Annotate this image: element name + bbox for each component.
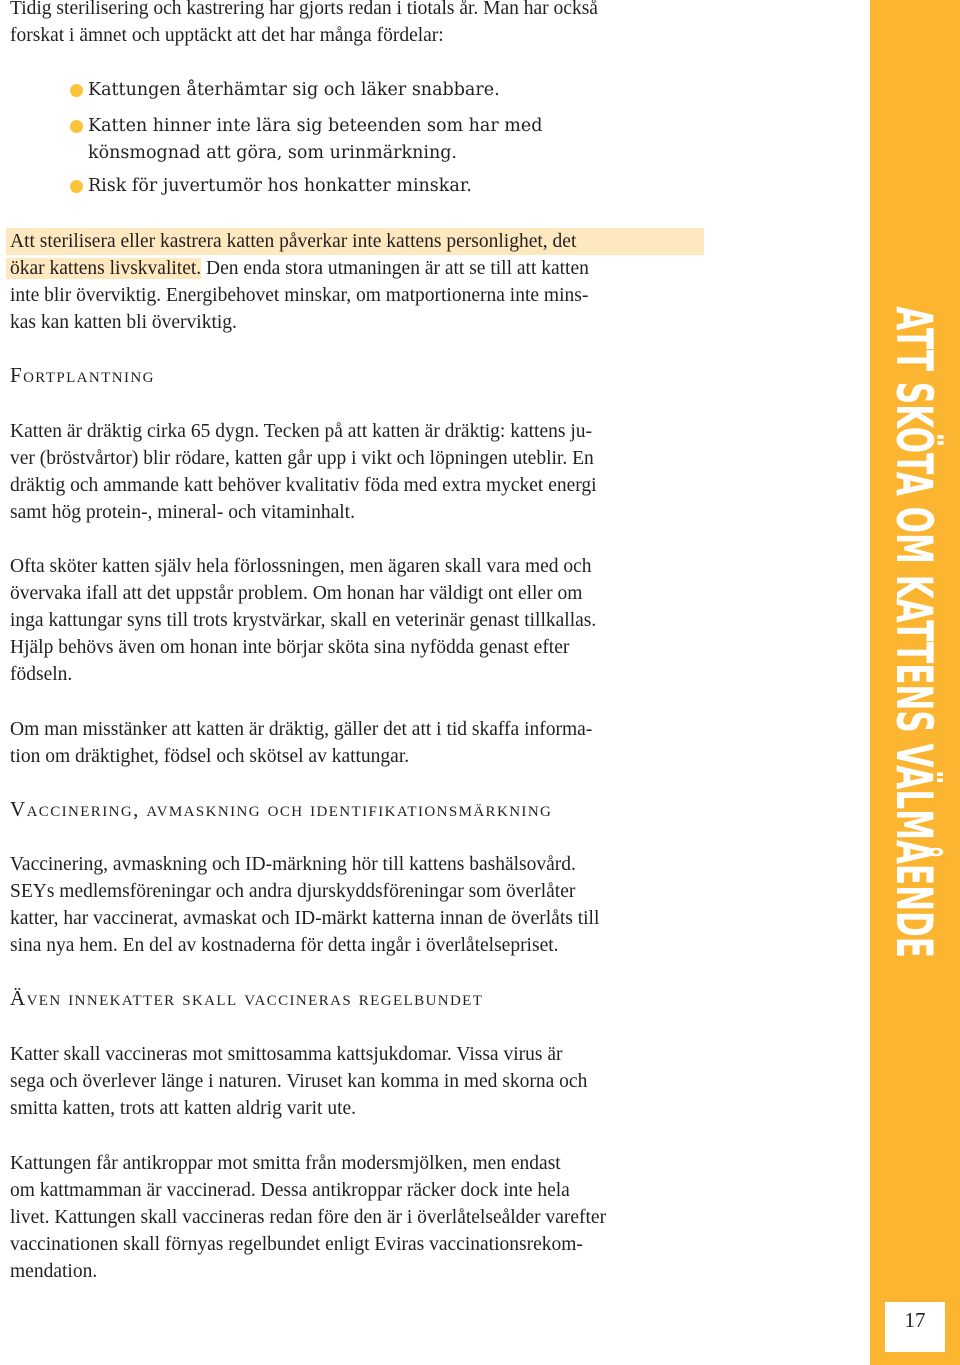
highlighted-line: [10, 228, 704, 255]
bullet-dot-icon: [70, 120, 83, 133]
paragraph-line: Vaccinering, avmaskning och ID-märkning hör till kattens bashälsovård.: [10, 854, 576, 875]
paragraph-line: Hjälp behövs även om honan inte börjar sköta sina nyfödda genast efter: [10, 637, 570, 658]
bullet-item: [88, 173, 472, 200]
paragraph-line: livet. Kattungen skall vaccineras redan före den är i överlåtelseålder varefter: [10, 1207, 607, 1228]
paragraph-line: Katten är dräktig cirka 65 dygn. Tecken på att katten är dräktig: kattens ju-: [10, 421, 592, 442]
paragraph-line: katter, har vaccinerat, avmaskat och ID-märkt katterna innan de överlåts till: [10, 908, 600, 929]
paragraph-line: inte blir överviktig. Energibehovet minskar, om matportionerna inte mins-: [10, 285, 589, 306]
paragraph-line: dräktig och ammande katt behöver kvalitativ föda med extra mycket energi: [10, 475, 597, 496]
section-heading: Vaccinering, avmaskning och identifikationsmärkning: [10, 797, 553, 821]
paragraph-line: övervaka ifall att det uppstår problem. Om honan har väldigt ont eller om: [10, 583, 583, 604]
paragraph-line: kas kan katten bli överviktig.: [10, 312, 237, 333]
paragraph-line: Om man misstänker att katten är dräktig, gäller det att i tid skaffa informa-: [10, 719, 593, 740]
section-heading: Även innekatter skall vaccineras regelbundet: [10, 986, 484, 1010]
bullet-item: [88, 113, 542, 140]
paragraph-line: mendation.: [10, 1261, 98, 1282]
paragraph-line: födseln.: [10, 664, 73, 685]
paragraph-line: ver (bröstvårtor) blir rödare, katten går upp i vikt och löpningen uteblir. En: [10, 448, 594, 469]
sidebar-title: [872, 162, 956, 958]
bullet-text: Kattungen återhämtar sig och läker snabbare.: [88, 80, 500, 100]
paragraph-line: [10, 255, 589, 282]
paragraph-line: tion om dräktighet, födsel och skötsel av kattungar.: [10, 746, 410, 767]
paragraph-line: Katter skall vaccineras mot smittosamma kattsjukdomar. Vissa virus är: [10, 1044, 563, 1065]
paragraph-line: smitta katten, trots att katten aldrig varit ute.: [10, 1098, 357, 1119]
bullet-item: [88, 77, 500, 104]
paragraph-line: SEYs medlemsföreningar och andra djurskyddsföreningar som överlåter: [10, 881, 576, 902]
paragraph-line: Kattungen får antikroppar mot smitta från modersmjölken, men endast: [10, 1153, 561, 1174]
paragraph-line: om kattmamman är vaccinerad. Dessa antikroppar räcker dock inte hela: [10, 1180, 570, 1201]
paragraph-line: sega och överlever länge i naturen. Viruset kan komma in med skorna och: [10, 1071, 588, 1092]
bullet-text: Katten hinner inte lära sig beteenden som har med: [88, 116, 543, 136]
intro-line: Tidig sterilisering och kastrering har gjorts redan i tiotals år. Man har också: [10, 0, 598, 19]
page-number-box: [885, 1302, 945, 1352]
intro-line: forskat i ämnet och upptäckt att det har många fördelar:: [10, 25, 444, 46]
bullet-text: Risk för juvertumör hos honkatter minskar.: [88, 176, 472, 196]
paragraph-line: sina nya hem. En del av kostnaderna för detta ingår i överlåtelsepriset.: [10, 935, 559, 956]
bullet-item-continuation: könsmognad att göra, som urinmärkning.: [88, 143, 457, 163]
highlight-marker: Att sterilisera eller kastrera katten påverkar inte kattens personlighet, det: [6, 228, 704, 255]
paragraph-line: Ofta sköter katten själv hela förlossningen, men ägaren skall vara med och: [10, 556, 592, 577]
bullet-dot-icon: [70, 84, 83, 97]
bullet-dot-icon: [70, 180, 83, 193]
paragraph-line: inga kattungar syns till trots krystvärkar, skall en veterinär genast tillkallas.: [10, 610, 597, 631]
highlight-marker: ökar kattens livskvalitet.: [6, 258, 201, 279]
paragraph-line: samt hög protein-, mineral- och vitaminhalt.: [10, 502, 355, 523]
paragraph-text: Den enda stora utmaningen är att se till att katten: [201, 258, 589, 279]
page-number: 17: [904, 1308, 926, 1332]
paragraph-line: vaccinationen skall förnyas regelbundet enligt Eviras vaccinationsrekom-: [10, 1234, 583, 1255]
sidebar-title-text: ATT SKÖTA OM KATTENS VÄLMÅENDE: [885, 306, 943, 958]
section-heading: Fortplantning: [10, 363, 155, 387]
